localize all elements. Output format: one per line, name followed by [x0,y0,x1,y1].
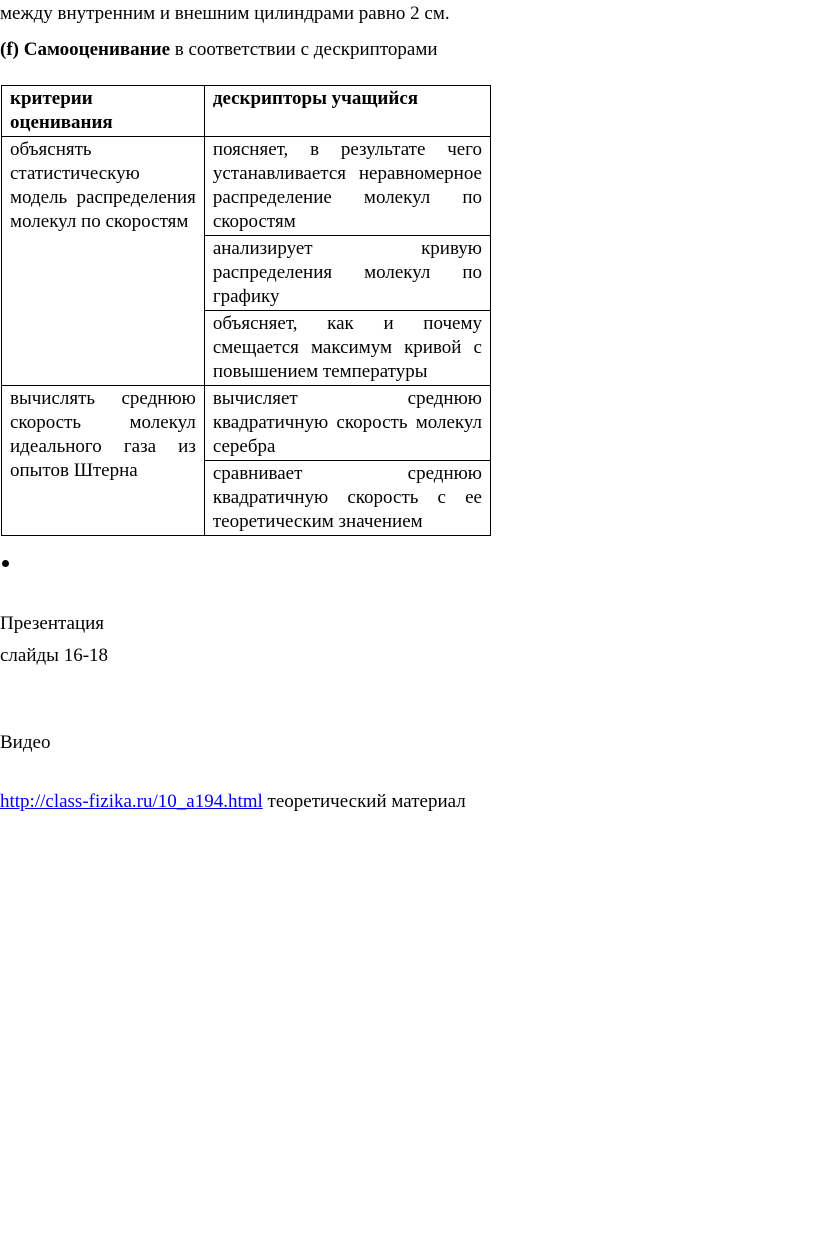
criterion-cell: объяснять статистическую модель распределения молекул по скоростям [2,137,205,386]
table-header-row [2,86,491,137]
header-descriptors: дескрипторы учащийся [204,86,490,137]
descriptor-cell: вычисляет среднюю квадратичную скорость молекул серебра [204,386,490,461]
presentation-slides: слайды 16-18 [0,645,109,666]
section-heading-rest: в соответствии с дескрипторами [170,39,438,60]
intro-text: между внутренним и внешним цилиндрами равно 2 см. [0,3,450,24]
section-heading [0,38,438,62]
resource-line [0,790,466,814]
assessment-table [1,85,491,536]
descriptor-cell: поясняет, в результате чего устанавливается неравномерное распределение молекул по скоростям [204,137,490,236]
header-criteria: критерии оценивания [2,86,205,137]
table-row [2,137,491,236]
descriptor-cell: объясняет, как и почему смещается максимум кривой с повышением температуры [204,311,490,386]
criterion-cell: вычислять среднюю скорость молекул идеального газа из опытов Штерна [2,386,205,536]
table-row [2,386,491,461]
descriptor-cell: анализирует кривую распределения молекул по графику [204,236,490,311]
bullet-icon [2,560,9,567]
resource-description: теоретический материал [262,791,466,812]
section-heading-bold: (f) Самооценивание [0,39,171,60]
descriptor-cell: сравнивает среднюю квадратичную скорость с ее теоретическим значением [204,461,490,536]
presentation-title: Презентация [0,613,105,634]
resource-link[interactable]: http://class-fizika.ru/10_a194.html [0,791,263,812]
video-label: Видео [0,732,51,753]
